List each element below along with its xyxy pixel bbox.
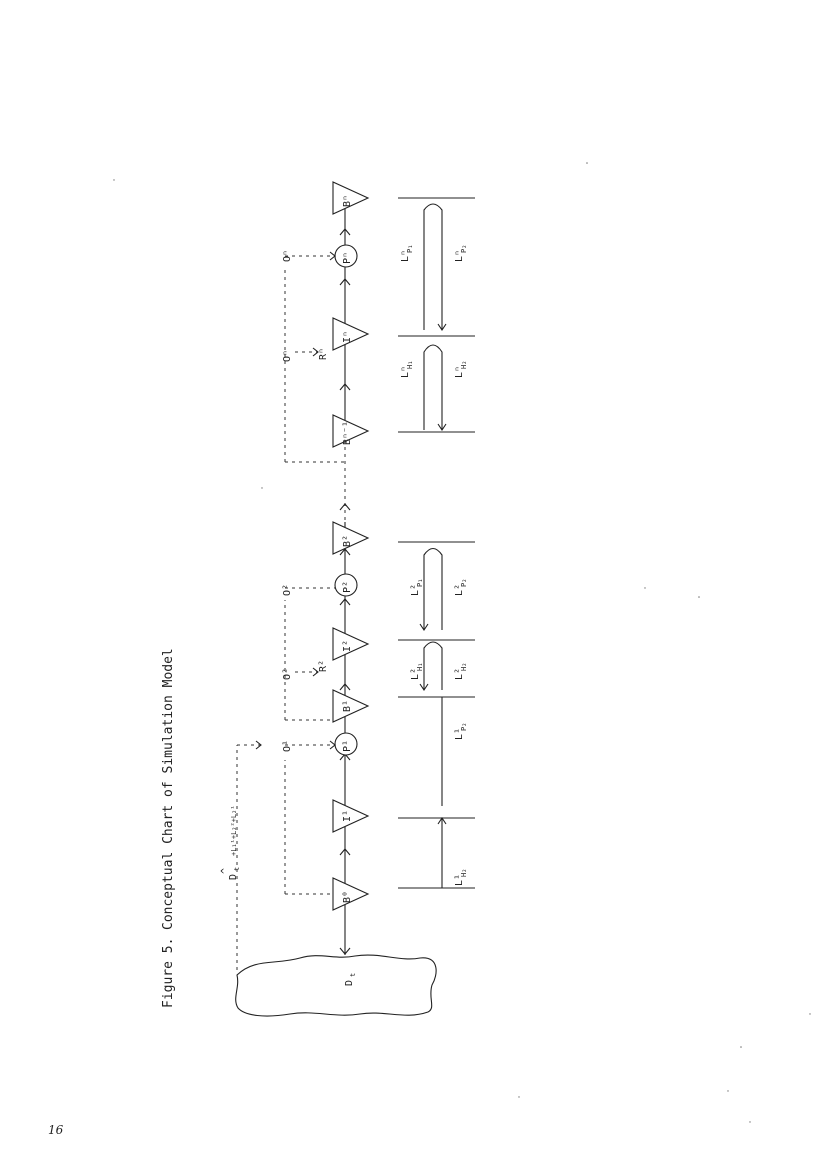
lead-time-bars	[398, 198, 475, 888]
figure-title: Conceptual Chart of Simulation Model	[161, 648, 176, 930]
lead-h1-2: L¹	[454, 873, 465, 886]
process-pn	[335, 245, 357, 267]
replenish-rn: Rⁿ	[318, 347, 329, 360]
order-o2-upper: O²	[282, 667, 293, 680]
lead-p1-2: L¹	[454, 727, 465, 740]
process-p2-label: P²	[342, 580, 353, 593]
lead-pn-2: Lⁿ	[454, 249, 465, 262]
lead-p2-2: L²	[454, 583, 465, 596]
forecast-symbol: D	[228, 873, 239, 880]
replenish-r2: R²	[318, 659, 329, 672]
figure-caption	[161, 648, 176, 1008]
process-p1	[335, 733, 357, 755]
order-o1: O¹	[282, 739, 293, 752]
order-on-upper: Oⁿ	[282, 349, 293, 362]
lead-pn-1: Lⁿ	[400, 249, 411, 262]
order-on-lower: Oⁿ	[282, 249, 293, 262]
forecast-subscript: t	[233, 866, 241, 871]
demand-subscript: t	[349, 972, 357, 977]
forecast-hat: ^	[220, 867, 231, 874]
lead-h2-1-sub: H₁	[416, 662, 424, 671]
lead-p2-1: L²	[410, 583, 421, 596]
lead-p2-1-sub: P₁	[416, 578, 424, 587]
lead-time-labels	[400, 245, 468, 886]
buffer-b2	[333, 522, 368, 554]
buffer-bn-1-label: Bⁿ⁻¹	[342, 420, 353, 445]
lead-hn-2: Lⁿ	[454, 365, 465, 378]
lead-h1-2-sub: H₂	[460, 868, 468, 877]
scan-noise	[113, 162, 810, 1123]
order-o2-lower: O²	[282, 583, 293, 596]
inventory-i2-label: I²	[342, 639, 353, 652]
inventory-in-label: Iⁿ	[342, 330, 353, 343]
lead-h2-1: L²	[410, 667, 421, 680]
lead-hn-1: Lⁿ	[400, 365, 411, 378]
lead-pn-1-sub: P₁	[406, 244, 414, 253]
lead-hn-2-sub: H₂	[460, 360, 468, 369]
inventory-in	[333, 318, 368, 350]
lead-p1-2-sub: P₂	[460, 722, 468, 731]
buffer-b1-label: B¹	[342, 699, 353, 712]
page-number: 16	[48, 1123, 64, 1137]
process-pn-label: Pⁿ	[342, 251, 353, 264]
lead-h2-2-sub: H₂	[460, 662, 468, 671]
buffer-b1	[333, 690, 368, 722]
demand-label: D	[344, 979, 355, 986]
inventory-i1	[333, 800, 368, 832]
buffer-b0	[333, 878, 368, 910]
figure-number: Figure 5.	[161, 937, 176, 1008]
order-labels	[282, 250, 329, 752]
inventory-i2	[333, 628, 368, 660]
lead-p2-2-sub: P₂	[460, 578, 468, 587]
demand-node	[236, 955, 436, 1016]
buffer-bn	[333, 182, 368, 214]
forecast-horizon: +L₁¹+L₂²+L₂¹	[230, 805, 238, 856]
inventory-i1-label: I¹	[342, 809, 353, 822]
lead-h2-2: L²	[454, 667, 465, 680]
buffer-bn-label: Bⁿ	[342, 194, 353, 207]
process-p2	[335, 574, 357, 596]
buffer-b2-label: B²	[342, 534, 353, 547]
lead-pn-2-sub: P₂	[460, 244, 468, 253]
buffer-bn-1	[333, 415, 368, 447]
lead-hn-1-sub: H₁	[406, 360, 414, 369]
process-p1-label: P¹	[342, 739, 353, 752]
buffer-b0-label: B⁰	[342, 890, 353, 903]
